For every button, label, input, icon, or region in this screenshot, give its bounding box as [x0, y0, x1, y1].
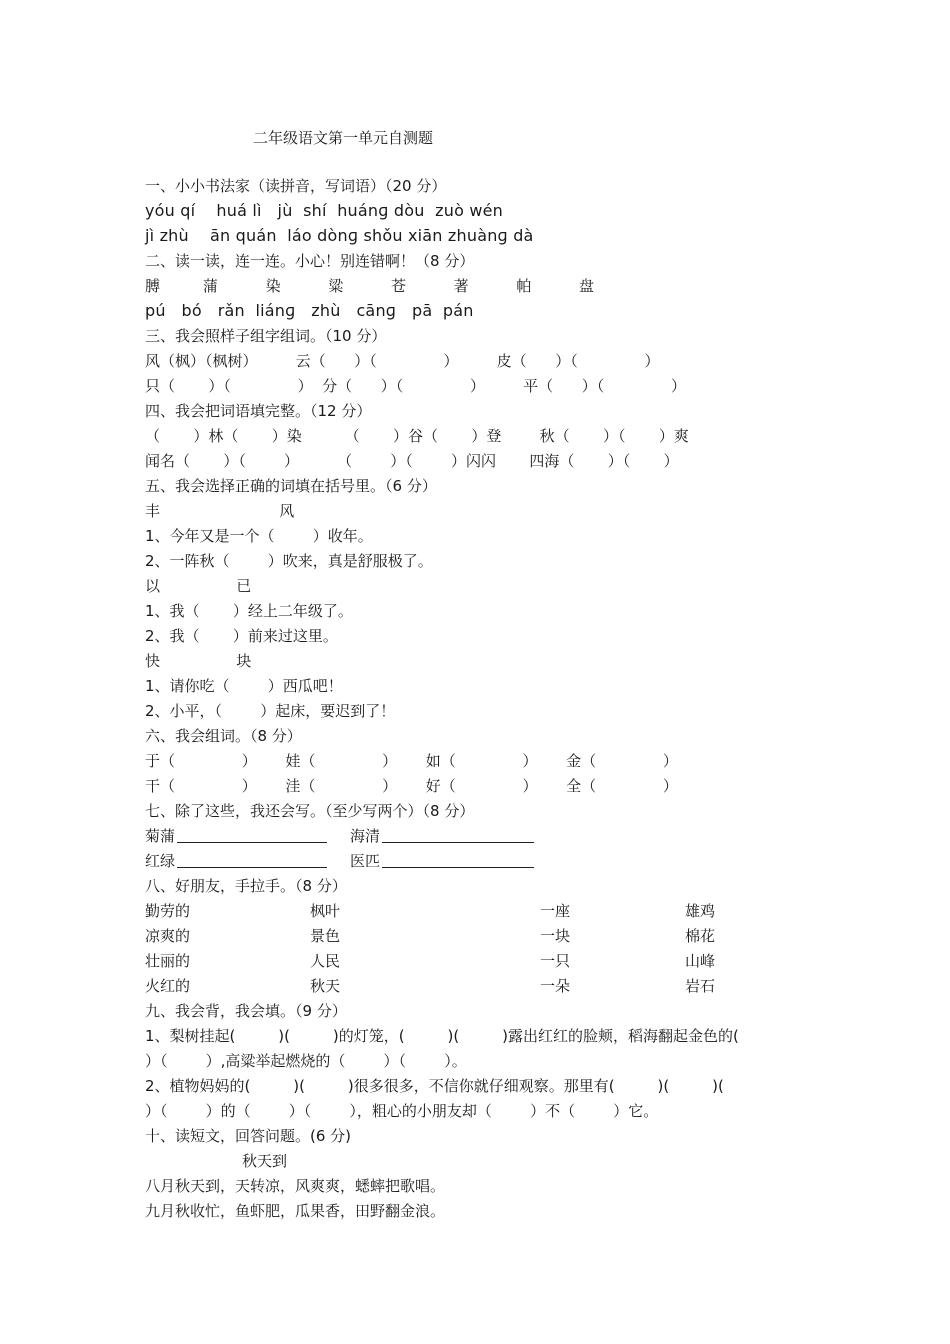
- passage-line: 九月秋收忙，鱼虾肥，瓜果香，田野翻金浪。: [145, 1202, 446, 1220]
- matching-item: 枫叶: [310, 902, 341, 920]
- matching-item: 一朵: [540, 977, 571, 995]
- section-7-word: 海清: [350, 827, 381, 845]
- matching-item: 秋天: [310, 977, 341, 995]
- section-8-heading: 八、好朋友，手拉手。（8 分）: [145, 877, 347, 895]
- matching-item: 棉花: [685, 927, 716, 945]
- section-9-line: 1、梨树挂起( )( )的灯笼，( )( )露出红红的脸颊，稻海翻起金色的(: [145, 1027, 739, 1045]
- section-5-sentence: 1、今年又是一个（ ）收年。: [145, 527, 373, 545]
- section-1-pinyin-row-2: jì zhù ān quán láo dònɡ shǒu xiān zhuànɡ dà: [145, 226, 534, 245]
- answer-blank-line: [177, 867, 327, 868]
- section-5-heading: 五、我会选择正确的词填在括号里。（6 分）: [145, 477, 437, 495]
- section-2-heading: 二、读一读，连一连。小心！别连错啊！（8 分）: [145, 252, 475, 270]
- section-5-sentence: 2、一阵秋（ ）吹来，真是舒服极了。: [145, 552, 433, 570]
- matching-item: 勤劳的: [145, 902, 191, 920]
- matching-item: 山峰: [685, 952, 716, 970]
- section-5-word-pair-3: 快 块: [145, 652, 252, 670]
- section-6-row-2: 干（ ） 洼（ ） 好（ ） 全（ ）: [145, 777, 678, 795]
- section-7-word: 菊蒲: [145, 827, 176, 845]
- section-3-row-1: 风（枫）（枫树） 云（ ）（ ） 皮（ ）（ ）: [145, 352, 660, 370]
- matching-item: 凉爽的: [145, 927, 191, 945]
- section-6-heading: 六、我会组词。（8 分）: [145, 727, 302, 745]
- section-9-heading: 九、我会背，我会填。（9 分）: [145, 1002, 347, 1020]
- section-2-characters: 膊 蒲 染 粱 苍 著 帕 盘: [145, 277, 594, 295]
- section-4-row-1: （ ）林（ ）染 （ ）谷（ ）登 秋（ ）（ ）爽: [145, 427, 689, 445]
- section-5-sentence: 1、我（ ）经上二年级了。: [145, 602, 353, 620]
- section-5-sentence: 2、我（ ）前来过这里。: [145, 627, 338, 645]
- section-5-word-pair-2: 以 已: [145, 577, 252, 595]
- passage-line: 八月秋天到，天转凉，风爽爽，蟋蟀把歌唱。: [145, 1177, 446, 1195]
- section-7-word: 医匹: [350, 852, 381, 870]
- section-4-row-2: 闻名（ ）（ ） （ ）（ ）闪闪 四海（ ）（ ）: [145, 452, 679, 470]
- section-7-word: 红绿: [145, 852, 176, 870]
- section-7-heading: 七、除了这些，我还会写。（至少写两个）（8 分）: [145, 802, 475, 820]
- section-3-row-2: 只（ ）（ ） 分（ ）（ ） 平（ ）（ ）: [145, 377, 687, 395]
- answer-blank-line: [382, 867, 534, 868]
- matching-item: 火红的: [145, 977, 191, 995]
- section-6-row-1: 于（ ） 娃（ ） 如（ ） 金（ ）: [145, 752, 678, 770]
- answer-blank-line: [177, 842, 327, 843]
- section-1-pinyin-row-1: yóu qí huá lì jù shí huánɡ dòu zuò wén: [145, 201, 504, 220]
- section-9-line: ）（ ）的（ ）（ ），粗心的小朋友却（ ）不（ ）它。: [145, 1102, 659, 1120]
- section-9-line: 2、植物妈妈的( )( )很多很多，不信你就仔细观察。那里有( )( )(: [145, 1077, 724, 1095]
- section-1-heading: 一、小小书法家（读拼音，写词语）（20 分）: [145, 177, 447, 195]
- section-5-sentence: 1、请你吃（ ）西瓜吧！: [145, 677, 343, 695]
- section-5-word-pair-1: 丰 风: [145, 502, 295, 520]
- section-5-sentence: 2、小平，（ ）起床，要迟到了！: [145, 702, 396, 720]
- section-9-line: ）（ ）,高粱举起燃烧的（ ）（ ）。: [145, 1052, 467, 1070]
- matching-item: 一座: [540, 902, 571, 920]
- matching-item: 景色: [310, 927, 341, 945]
- matching-item: 一只: [540, 952, 571, 970]
- answer-blank-line: [382, 842, 534, 843]
- matching-item: 岩石: [685, 977, 716, 995]
- matching-item: 壮丽的: [145, 952, 191, 970]
- worksheet-title: 二年级语文第一单元自测题: [253, 129, 434, 147]
- matching-item: 雄鸡: [685, 902, 716, 920]
- matching-item: 一块: [540, 927, 571, 945]
- passage-title: 秋天到: [242, 1152, 288, 1170]
- section-10-heading: 十、读短文，回答问题。(6 分): [145, 1127, 352, 1145]
- section-4-heading: 四、我会把词语填完整。（12 分）: [145, 402, 372, 420]
- section-2-pinyin: pú bó rǎn liánɡ zhù cānɡ pā pán: [145, 301, 474, 320]
- section-3-heading: 三、我会照样子组字组词。（10 分）: [145, 327, 387, 345]
- matching-item: 人民: [310, 952, 341, 970]
